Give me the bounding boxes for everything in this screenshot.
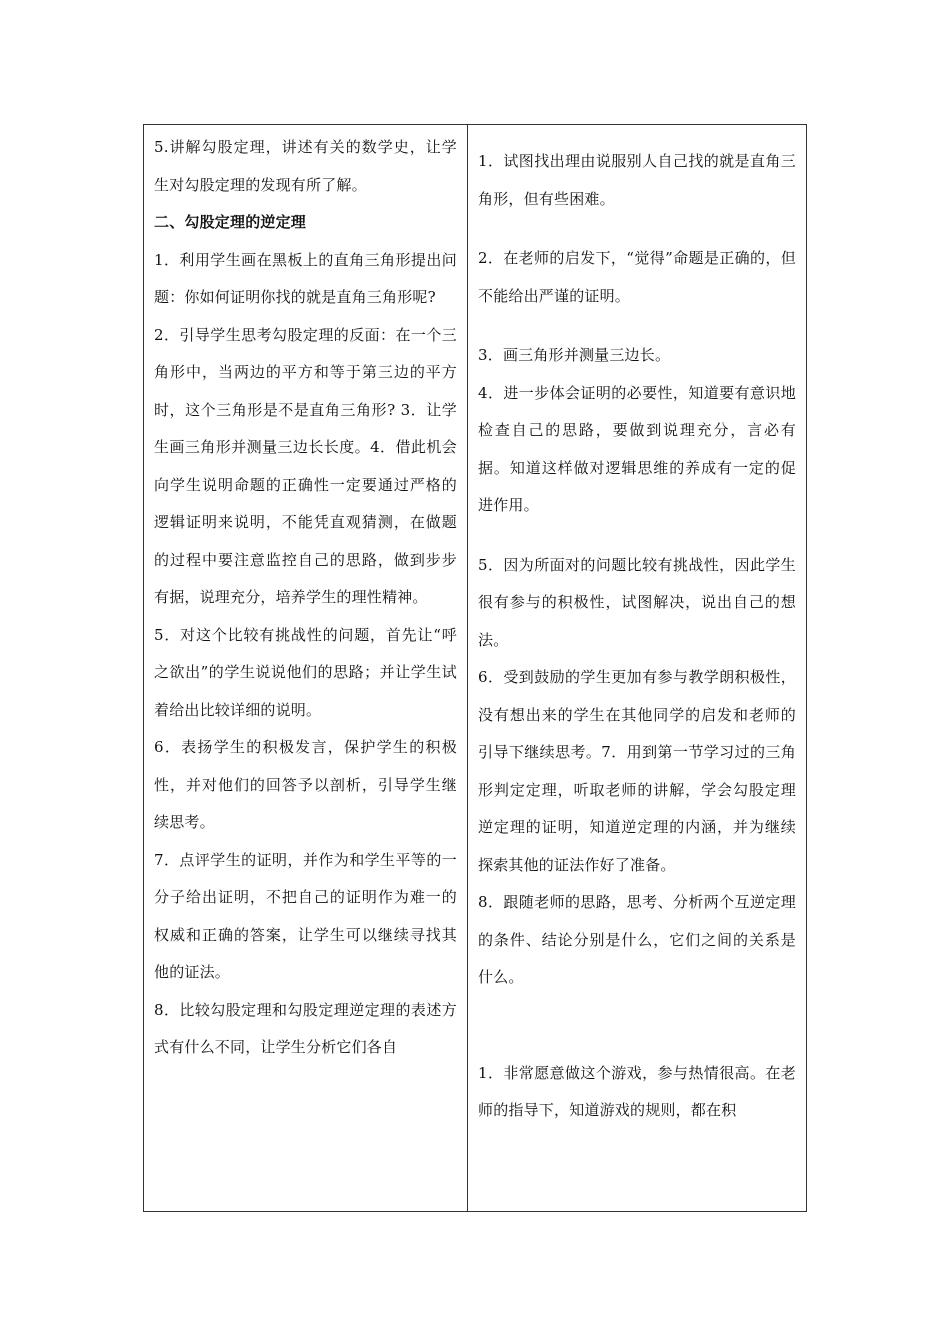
paragraph-item: 3．画三角形并测量三边长。 [478, 346, 671, 364]
paragraph-item: 7．点评学生的证明，并作为和学生平等的一分子给出证明，不把自己的证明作为难一的权威和正确的答案，让学生可以继续寻找其他的证法。 [154, 850, 457, 981]
paragraph-item: 1．非常愿意做这个游戏，参与热情很高。在老师的指导下，知道游戏的规则，都在积 [478, 1063, 796, 1119]
paragraph-item: 2．引导学生思考勾股定理的反面：在一个三角形中，当两边的平方和等于第三边的平方时，这个三角形是不是直角三角形? 3．让学生画三角形并测量三边长长度。4．借此机会向学生说明命题的正确性一定要通过严格的逻辑证明来说明，不能凭直观猜测，在做题的过程中要注意监控自己的思路，做到步步有据，说理充分，培养学生的理性精神。 [154, 325, 457, 606]
paragraph-item: 1．利用学生画在黑板上的直角三角形提出问题：你如何证明你找的就是直角三角形呢? [154, 250, 457, 306]
paragraph-item: 2．在老师的启发下，“觉得”命题是正确的，但不能给出严谨的证明。 [478, 249, 796, 305]
teacher-activity-column [144, 125, 468, 1211]
student-activity-column [468, 125, 806, 1211]
section-heading: 二、勾股定理的逆定理 [154, 213, 307, 231]
paragraph-item: 5．对这个比较有挑战性的问题，首先让“呼之欲出”的学生说说他们的思路；并让学生试着给出比较详细的说明。 [154, 625, 457, 719]
paragraph-item: 6．表扬学生的积极发言，保护学生的积极性，并对他们的回答予以剖析，引导学生继续思考。 [154, 738, 457, 831]
lesson-plan-table [143, 124, 807, 1212]
paragraph-item: 5．因为所面对的问题比较有挑战性，因此学生很有参与的积极性，试图解决，说出自己的想法。 [478, 555, 796, 649]
paragraph-item: 6．受到鼓励的学生更加有参与教学朗积极性，没有想出来的学生在其他同学的启发和老师的引导下继续思考。7．用到第一节学习过的三角形判定定理，听取老师的讲解，学会勾股定理逆定理的证明，知道逆定理的内涵，并为继续探索其他的证法作好了准备。 [478, 668, 796, 874]
paragraph-item: 8．跟随老师的思路，思考、分析两个互逆定理的条件、结论分别是什么，它们之间的关系是什么。 [478, 893, 796, 986]
paragraph-item: 1．试图找出理由说服别人自己找的就是直角三角形，但有些困难。 [478, 152, 796, 208]
paragraph-item: 8．比较勾股定理和勾股定理逆定理的表述方式有什么不同，让学生分析它们各自 [154, 1000, 457, 1056]
paragraph-item: 4．进一步体会证明的必要性，知道要有意识地检查自己的思路，要做到说理充分，言必有据。知道这样做对逻辑思维的养成有一定的促进作用。 [478, 383, 796, 514]
paragraph-item: 5.讲解勾股定理，讲述有关的数学史，让学生对勾股定理的发现有所了解。 [154, 138, 457, 194]
